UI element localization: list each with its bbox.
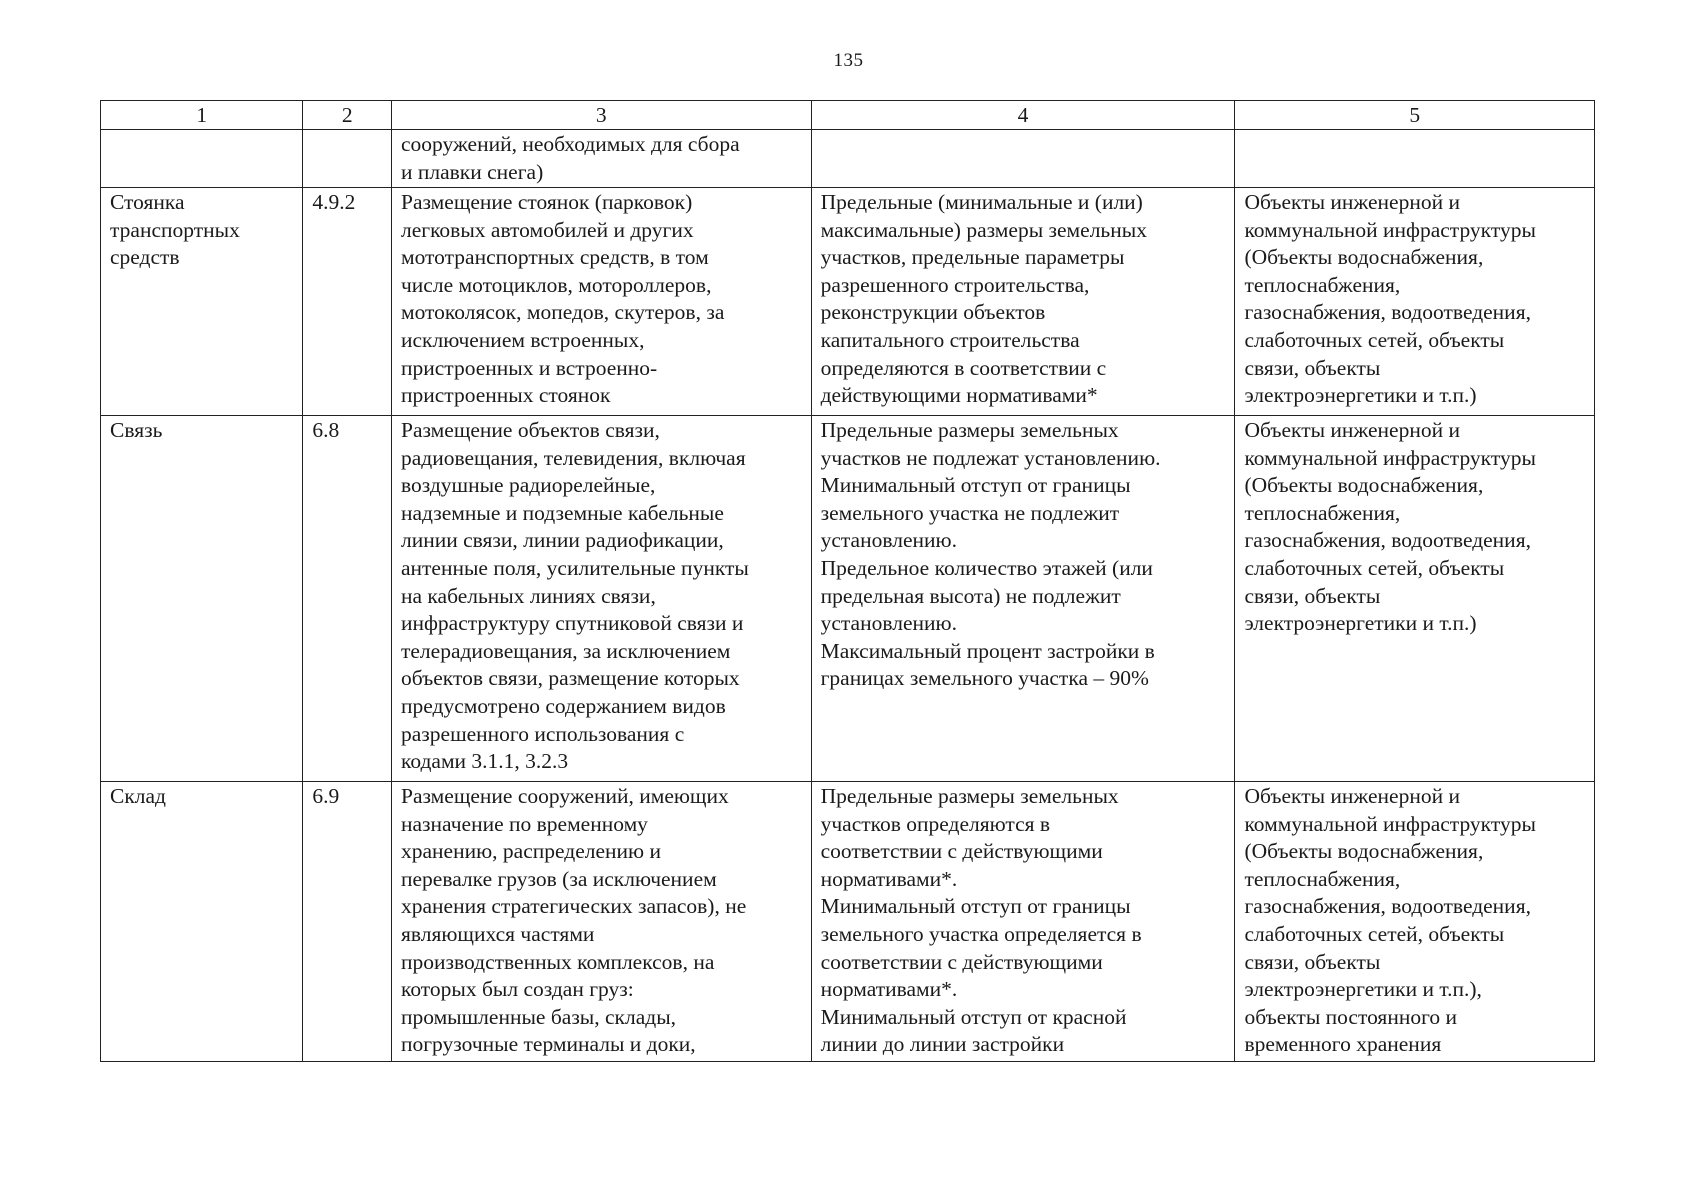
auxiliary-uses <box>1235 130 1595 188</box>
land-use-name: Стоянка транспортных средств <box>101 188 303 416</box>
land-use-name: Связь <box>101 416 303 782</box>
table-row <box>101 188 1595 416</box>
land-use-code: 6.8 <box>303 416 392 782</box>
table-row <box>101 782 1595 1062</box>
land-use-description: Размещение объектов связи, радиовещания, телевидения, включая воздушные радиорелейные, надземные и подземные кабельные линии связи, линии радиофикации, антенные поля, усилительные пункты на кабельных линиях связи, инфраструктуру спутниковой связи и телерадиовещания, за исключением объектов связи, размещение которых предусмотрено содержанием видов разрешенного использования с кодами 3.1.1, 3.2.3 <box>391 416 811 782</box>
column-header-1: 1 <box>101 101 303 130</box>
column-header-2: 2 <box>303 101 392 130</box>
column-header-5: 5 <box>1235 101 1595 130</box>
page-number: 135 <box>833 50 864 71</box>
land-use-parameters <box>811 130 1235 188</box>
table-row <box>101 130 1595 188</box>
land-use-code: 4.9.2 <box>303 188 392 416</box>
column-header-3: 3 <box>391 101 811 130</box>
auxiliary-uses: Объекты инженерной и коммунальной инфраструктуры (Объекты водоснабжения, теплоснабжения, газоснабжения, водоотведения, слаботочных сетей, объекты связи, объекты электроэнергетики и т.п.) <box>1235 416 1595 782</box>
land-use-code <box>303 130 392 188</box>
table-header-row <box>101 101 1595 130</box>
land-use-name <box>101 130 303 188</box>
land-use-description: сооружений, необходимых для сбора и плавки снега) <box>391 130 811 188</box>
land-use-parameters: Предельные размеры земельных участков определяются в соответствии с действующими нормативами*. Минимальный отступ от границы земельного участка определяется в соответствии с действующими нормативами*. Минимальный отступ от красной линии до линии застройки <box>811 782 1235 1062</box>
land-use-table <box>100 100 1595 1062</box>
land-use-name: Склад <box>101 782 303 1062</box>
auxiliary-uses: Объекты инженерной и коммунальной инфраструктуры (Объекты водоснабжения, теплоснабжения, газоснабжения, водоотведения, слаботочных сетей, объекты связи, объекты электроэнергетики и т.п.), объекты постоянного и временного хранения <box>1235 782 1595 1062</box>
land-use-parameters: Предельные (минимальные и (или) максимальные) размеры земельных участков, предельные параметры разрешенного строительства, реконструкции объектов капитального строительства определяются в соответствии с действующими нормативами* <box>811 188 1235 416</box>
land-use-code: 6.9 <box>303 782 392 1062</box>
auxiliary-uses: Объекты инженерной и коммунальной инфраструктуры (Объекты водоснабжения, теплоснабжения, газоснабжения, водоотведения, слаботочных сетей, объекты связи, объекты электроэнергетики и т.п.) <box>1235 188 1595 416</box>
land-use-description: Размещение сооружений, имеющих назначение по временному хранению, распределению и перевалке грузов (за исключением хранения стратегических запасов), не являющихся частями производственных комплексов, на которых был создан груз: промышленные базы, склады, погрузочные терминалы и доки, <box>391 782 811 1062</box>
land-use-parameters: Предельные размеры земельных участков не подлежат установлению. Минимальный отступ от границы земельного участка не подлежит установлению. Предельное количество этажей (или предельная высота) не подлежит установлению. Максимальный процент застройки в границах земельного участка – 90% <box>811 416 1235 782</box>
column-header-4: 4 <box>811 101 1235 130</box>
table-row <box>101 416 1595 782</box>
land-use-description: Размещение стоянок (парковок) легковых автомобилей и других мототранспортных средств, в том числе мотоциклов, мотороллеров, мотоколясок, мопедов, скутеров, за исключением встроенных, пристроенных и встроенно- пристроенных стоянок <box>391 188 811 416</box>
